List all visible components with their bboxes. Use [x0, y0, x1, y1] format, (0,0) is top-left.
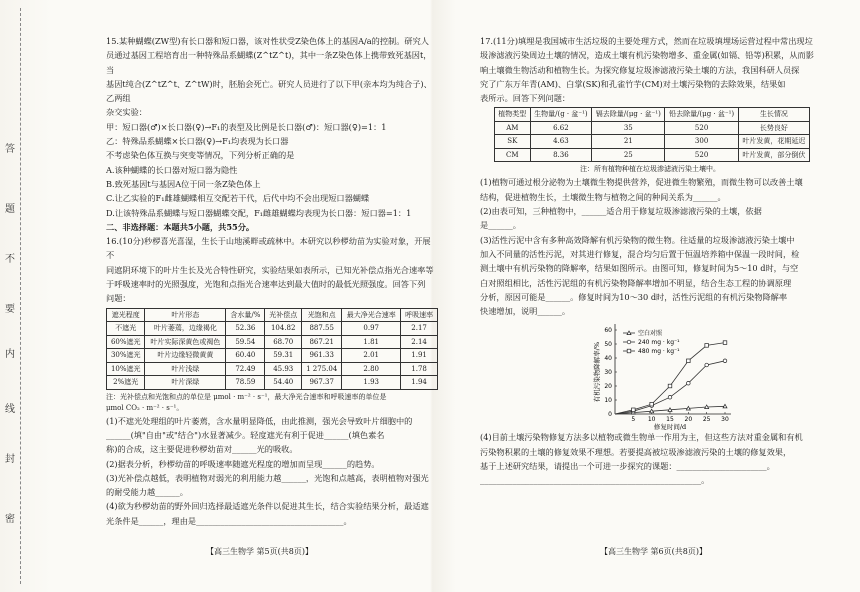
q15-option-a: A.该种蝴蝶的长口器对短口器为隐性 — [106, 164, 238, 175]
t16-header: 遮光程度 — [107, 308, 145, 322]
t16-cell: 2.80 — [342, 362, 401, 376]
t16-cell: 2%遮光 — [107, 376, 145, 390]
t17-cell: 6.62 — [530, 121, 592, 135]
t16-cell: 1.78 — [401, 362, 438, 376]
t17-header: 镉去除量/(μg · 盆⁻¹) — [592, 108, 665, 122]
y-tick-label: 0 — [608, 411, 612, 419]
table-row — [107, 376, 438, 390]
t16-cell: 104.82 — [265, 322, 302, 336]
margin-char: 要 — [5, 304, 15, 315]
data-point — [668, 396, 672, 400]
x-tick-label: 15 — [666, 416, 674, 424]
margin-char: 内 — [5, 349, 15, 360]
t17-cell: 长势良好 — [738, 121, 809, 135]
t16-cell: 52.36 — [226, 322, 265, 336]
legend-label: 480 mg · kg⁻¹ — [638, 348, 680, 356]
t16-header: 光饱和点 — [302, 308, 342, 322]
q17-line: 响土壤微生物活动和植物生长。为探究修复垃圾渗滤液污染土壤的方法，我国科研人员探 — [480, 64, 800, 75]
t16-cell: 叶片浅绿 — [145, 362, 226, 376]
q17-subquestion: 白对照组相比，活性污泥组的有机污染物降解率增加不明显，结合生态工程的协调原理 — [480, 277, 792, 288]
data-point — [650, 403, 654, 407]
t17-cell: 520 — [665, 148, 738, 162]
section-heading: 二、非选择题：本题共5小题，共55分。 — [106, 221, 255, 232]
degradation-chart — [480, 318, 820, 430]
table-note: 注：所有植物种植在垃圾渗滤液污染土壤中。 — [580, 165, 720, 174]
x-tick-label: 5 — [631, 416, 636, 424]
right-page — [480, 34, 820, 488]
q15-line: 基因t纯合(Z^tZ^t、Z^tW)时，胚胎会死亡。研究人员进行了以下甲(亲本均为纯合子)、乙两组 — [106, 78, 432, 104]
margin-char: 题 — [5, 204, 15, 215]
t17-cell: 520 — [665, 121, 738, 135]
t16-cell: 2.17 — [401, 322, 438, 336]
t16-header: 呼吸速率 — [401, 308, 438, 322]
t17-header: 植物类型 — [495, 108, 531, 122]
q17-subquestion: 污染物积累的土壤的修复效果不理想。若要提高被垃圾渗滤液污染的土壤的修复效果， — [480, 446, 792, 457]
margin-char: 密 — [5, 514, 15, 525]
table-row — [107, 335, 438, 349]
legend-label: 240 mg · kg⁻¹ — [638, 339, 680, 347]
t17-header: 生长情况 — [738, 108, 809, 122]
q16-line: 于呼吸速率时的光照强度，光饱和点指光合速率达到最大值时的最低光照强度。回答下列 — [106, 279, 426, 290]
data-point — [723, 405, 727, 409]
t17-cell: 4.63 — [530, 135, 592, 149]
left-page — [106, 34, 438, 528]
table-note: 注：光补偿点和光饱和点的单位是 μmol · m⁻² · s⁻¹，最大净光合速率和呼吸速率的单位是 — [106, 392, 387, 401]
q17-subquestion: (3)活性污泥中含有多种高效降解有机污染物的微生物。往适量的垃圾渗滤液污染土壤中 — [480, 234, 795, 245]
q17-subquestion: 快速增加，说明______。 — [480, 306, 571, 317]
table-row — [495, 121, 810, 135]
margin-char: 答 — [5, 144, 15, 155]
q17-subquestion: 结构，促进植物生长，土壤微生物与植物之间的种间关系为______。 — [480, 191, 726, 202]
t16-cell: 不遮光 — [107, 322, 145, 336]
t16-cell: 961.33 — [302, 349, 342, 363]
t16-header: 最大净光合速率 — [342, 308, 401, 322]
t17-cell: 8.36 — [530, 148, 592, 162]
t16-cell: 10%遮光 — [107, 362, 145, 376]
t16-cell: 887.55 — [302, 322, 342, 336]
cut-line — [20, 8, 21, 584]
data-point — [632, 408, 636, 412]
t16-header: 叶片形态 — [145, 308, 226, 322]
q16-line: 16.(10分)秒椤喜光喜湿，生长于山地溪畔或疏林中。本研究以秒椤幼苗为实验对象，开展不 — [106, 236, 431, 261]
plant-table — [494, 107, 810, 162]
t16-cell: 叶片边缘轻微黄黄 — [145, 349, 226, 363]
q15-option-d: D.让该特殊品系蝴蝶与短口器蝴蝶交配，F₁雌雄蝴蝶均表现为长口器：短口器=1：1 — [106, 207, 412, 218]
t16-cell: 2.14 — [401, 335, 438, 349]
q17-subquestion: ______________________________________________________。 — [480, 475, 710, 486]
t16-cell: 68.70 — [265, 335, 302, 349]
table-row — [107, 322, 438, 336]
margin-char: 线 — [5, 404, 15, 415]
t16-cell: 967.37 — [302, 376, 342, 390]
t17-cell: 叶片发黄，花期延迟 — [738, 135, 809, 149]
t16-cell: 1.93 — [342, 376, 401, 390]
q15-line: 甲：短口器(♂)×长口器(♀)→F₁的表型及比例是长口器(♂)：短口器(♀)=1：1 — [106, 121, 387, 132]
y-tick-label: 60 — [604, 327, 612, 335]
t17-cell: 叶片发黄，部分倒伏 — [738, 148, 809, 162]
t17-cell: CM — [495, 148, 531, 162]
table-row — [495, 148, 810, 162]
q17-line: 究了广东万年青(AM)、白掌(SK)和孔雀竹芋(CM)对土壤污染物的去除效果，结果如 — [480, 78, 786, 89]
q17-line: 表所示。回答下列问题： — [480, 93, 571, 104]
data-point — [687, 382, 691, 386]
q16-subquestion: ______(填"自由"或"结合")水显著减少。轻度遮光有利于促进______(填色素名 — [106, 429, 385, 440]
data-point — [687, 359, 691, 363]
question-15 — [106, 34, 438, 220]
t16-header: 光补偿点 — [265, 308, 302, 322]
x-tick-label: 10 — [647, 416, 656, 424]
t17-cell: SK — [495, 135, 531, 149]
q17-subquestion: (1)植物可通过根分泌物为土壤微生物提供营养，促进微生物繁殖，而微生物可以改善土壤 — [480, 177, 803, 188]
q16-subquestion: (2)据表分析，秒椤幼苗的呼吸速率随遮光程度的增加而呈现______的趋势。 — [106, 458, 380, 469]
y-tick-label: 30 — [604, 369, 612, 377]
data-point — [705, 344, 709, 348]
t16-cell: 54.40 — [265, 376, 302, 390]
q15-line: 乙：特殊品系蝴蝶×长口器(♀)→F₁均表现为长口器 — [106, 136, 289, 147]
data-point — [668, 408, 672, 412]
q17-subquestion: 是______。 — [480, 220, 521, 231]
t16-cell: 叶片萎蔫，边缘褐化 — [145, 322, 226, 336]
y-tick-label: 40 — [604, 355, 612, 363]
t17-cell: 21 — [592, 135, 665, 149]
t16-cell: 867.21 — [302, 335, 342, 349]
q17-subquestion: 基于上述研究结果，请提出一个可进一步探究的课题：______________________。 — [480, 461, 775, 472]
q17-line: 17.(11分)填埋是我国城市生活垃圾的主要处理方式，然而在垃圾填埋场运营过程中常出现垃 — [480, 36, 813, 46]
y-axis-label: 有机污染物降解率/% — [593, 342, 601, 403]
q17-subquestion: (2)由表可知，三种植物中，______适合用于修复垃圾渗滤液污染的土壤，依据 — [480, 206, 762, 217]
q16-subquestion: 的耐受能力越______。 — [106, 487, 188, 498]
q15-line: 杂交实验： — [106, 107, 147, 118]
q15-line: 不考虑染色体互换与突变等情况，下列分析正确的是 — [106, 150, 295, 161]
q16-subquestion: (4)欲为秒椤幼苗的野外回归选择最适遮光条件以促进其生长，结合实验结果分析，最适遮 — [106, 501, 429, 512]
t16-cell: 30%遮光 — [107, 349, 145, 363]
t16-cell: 0.97 — [342, 322, 401, 336]
legend-label: 空白对照 — [638, 330, 663, 338]
t17-cell: 35 — [592, 121, 665, 135]
t17-header: 生物量/(g · 盆⁻¹) — [530, 108, 592, 122]
data-point — [723, 359, 727, 363]
binding-margin — [0, 0, 52, 592]
legend-marker — [627, 331, 631, 335]
t16-cell: 叶片实际深黄色或褐色 — [145, 335, 226, 349]
x-tick-label: 30 — [721, 416, 729, 424]
data-point — [723, 341, 727, 345]
data-point — [705, 405, 709, 409]
q17-line: 圾渗滤液污染周边土壤的情况，造成土壤有机污染物增多、重金属(如镉、铅等)积累，从而影 — [480, 50, 814, 61]
t16-cell: 59.54 — [226, 335, 265, 349]
question-16 — [106, 234, 438, 528]
y-tick-label: 10 — [604, 397, 612, 405]
t16-cell: 1.81 — [342, 335, 401, 349]
shading-table — [106, 308, 438, 390]
t16-header: 含水量/% — [226, 308, 265, 322]
t16-cell: 59.31 — [265, 349, 302, 363]
legend-marker — [627, 350, 631, 354]
t16-cell: 78.59 — [226, 376, 265, 390]
q15-line: 员通过基因工程培育出一种特殊品系蝴蝶(Z^tZ^t)，其中一条Z染色体上携带致死基因t，当 — [106, 50, 432, 75]
q15-line: 15.某种蝴蝶(ZW型)有长口器和短口器，该对性状受Z染色体上的基因A/a的控制。研究人 — [106, 36, 429, 46]
t16-cell: 60%遮光 — [107, 335, 145, 349]
q16-subquestion: 光条件是______，理由是____________________________________。 — [106, 515, 352, 526]
x-tick-label: 25 — [702, 416, 711, 424]
t16-cell: 1 275.04 — [302, 362, 342, 376]
table-row — [107, 349, 438, 363]
q15-option-c: C.让乙实验的F₁雌雄蝴蝶相互交配若干代，后代中均不会出现短口器蝴蝶 — [106, 193, 370, 204]
q16-subquestion: (1)不遮光处理组的叶片萎蔫，含水量明显降低，由此推测，强光会导致叶片细胞中的 — [106, 415, 413, 426]
q16-line: 问题： — [106, 293, 131, 304]
q17-subquestion: 测土壤中有机污染物的降解率，结果如图所示。由图可知，修复时间为5～10 d时，与空 — [480, 263, 799, 274]
t16-cell: 1.94 — [401, 376, 438, 390]
t16-cell: 1.91 — [401, 349, 438, 363]
q17-subquestion: (4)目前土壤污染物修复方法多以植物或微生物单一作用为主，但这些方法对重金属和有机 — [480, 432, 803, 443]
t16-cell: 72.49 — [226, 362, 265, 376]
data-point — [650, 410, 654, 414]
q15-option-b: B.致死基因t与基因A位于同一条Z染色体上 — [106, 178, 261, 189]
y-tick-label: 50 — [604, 341, 612, 349]
page-footer-right: 【高三生物学 第6页(共8页)】 — [600, 547, 707, 556]
data-point — [705, 364, 709, 368]
x-tick-label: 20 — [684, 416, 693, 424]
data-point — [668, 385, 672, 389]
t17-cell: 25 — [592, 148, 665, 162]
q16-subquestion: 称)的合成，这主要促进秒椤幼苗对______光的吸收。 — [106, 444, 298, 455]
line-chart — [480, 318, 820, 430]
table-note: μmol CO₂ · m⁻² · s⁻¹。 — [106, 403, 184, 412]
t16-cell: 45.93 — [265, 362, 302, 376]
t16-cell: 叶片深绿 — [145, 376, 226, 390]
t17-header: 铅去除量/(μg · 盆⁻¹) — [665, 108, 738, 122]
q17-subquestion: 分析，原因可能是______。修复时间为10～30 d时，活性污泥组的有机污染物降解率 — [480, 291, 788, 302]
question-17 — [480, 34, 820, 488]
t16-cell: 2.01 — [342, 349, 401, 363]
table-row — [495, 135, 810, 149]
q16-line: 同遮阴环境下的叶片生长及光合特性研究，实验结果如表所示，已知光补偿点指光合速率等 — [106, 264, 434, 275]
t16-cell: 60.40 — [226, 349, 265, 363]
margin-char: 封 — [5, 454, 15, 465]
data-point — [686, 407, 690, 411]
t17-cell: 300 — [665, 135, 738, 149]
margin-char: 不 — [5, 254, 15, 265]
page-footer-left: 【高三生物学 第5页(共8页)】 — [206, 547, 313, 556]
q16-subquestion: (3)光补偿点越低，表明植物对弱光的利用能力越______，光饱和点越高，表明植物对强光 — [106, 472, 429, 483]
legend-marker — [627, 341, 631, 345]
q17-subquestion: 加入不同量的活性污泥，对其进行修复，混合均匀后置于恒温培养箱中保温一段时间，检 — [480, 248, 800, 259]
t17-cell: AM — [495, 121, 531, 135]
table-row — [107, 362, 438, 376]
y-tick-label: 20 — [604, 383, 612, 391]
x-axis-label: 修复时间/d — [653, 423, 687, 431]
